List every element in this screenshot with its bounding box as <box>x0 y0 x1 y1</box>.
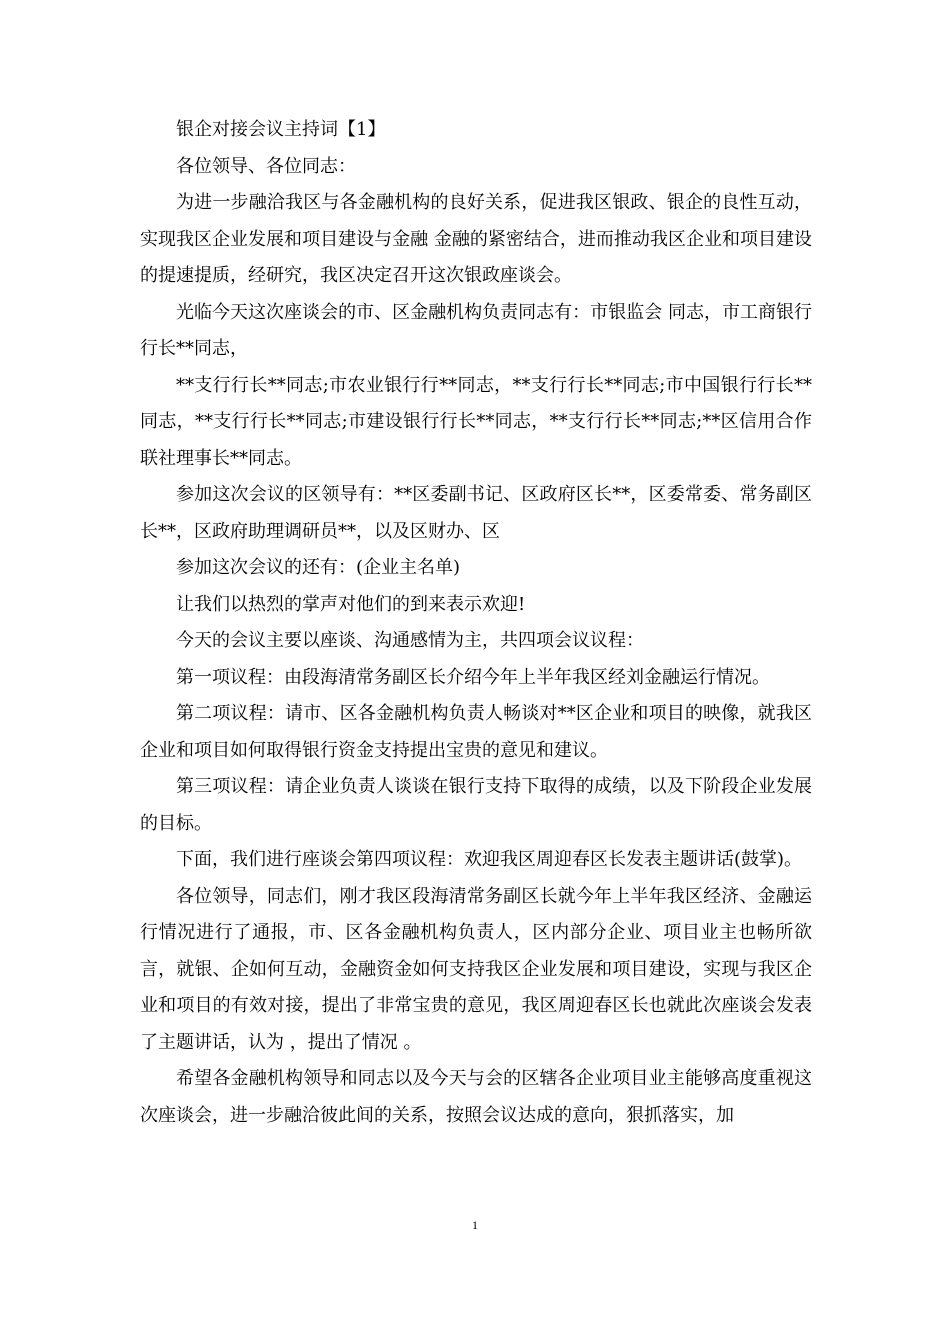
salutation: 各位领导、各位同志： <box>176 155 356 177</box>
body-paragraph: 今天的会议主要以座谈、沟通感情为主，共四项会议议程： <box>176 630 644 651</box>
body-paragraph: 光临今天这次座谈会的市、区金融机构负责同志有：市银监会 同志，市工商银行行长**同志， <box>140 301 812 359</box>
agenda-item-2: 第二项议程：请市、区各金融机构负责人畅谈对**区企业和项目的映像，就我区企业和项目如何取得银行资金支持提出宝贵的意见和建议。 <box>140 703 812 761</box>
body-paragraph: 为进一步融洽我区与各金融机构的良好关系，促进我区银政、银企的良性互动，实现我区企业发展和项目建设与金融 金融的紧密结合，进而推动我区企业和项目建设的提速提质，经研究，我区决定召开这次银政座谈会。 <box>140 192 812 286</box>
body-paragraph: 让我们以热烈的掌声对他们的到来表示欢迎! <box>176 593 526 615</box>
page-number: 1 <box>472 1218 478 1232</box>
body-paragraph: 希望各金融机构领导和同志以及今天与会的区辖各企业项目业主能够高度重视这次座谈会，进一步融洽彼此间的关系，按照会议达成的意向，狠抓落实，加 <box>140 1068 812 1126</box>
body-paragraph: 各位领导，同志们，刚才我区段海清常务副区长就今年上半年我区经济、金融运行情况进行了通报，市、区各金融机构负责人，区内部分企业、项目业主也畅所欲言，就银、企如何互动，金融资金如何支持我区企业发展和项目建设，实现与我区企业和项目的有效对接，提出了非常宝贵的意见，我区周迎春区长也就此次座谈会发表了主题讲话，认为 ，提出了情况 。 <box>140 885 812 1053</box>
body-paragraph: 参加这次会议的还有：(企业主名单) <box>176 557 461 578</box>
agenda-item-1: 第一项议程：由段海清常务副区长介绍今年上半年我区经刘金融运行情况。 <box>176 666 770 688</box>
body-paragraph: 参加这次会议的区领导有：**区委副书记、区政府区长**，区委常委、常务副区长**，区政府助理调研员**，以及区财办、区 <box>140 484 812 542</box>
document-body <box>140 112 812 1134</box>
agenda-item-4: 下面，我们进行座谈会第四项议程：欢迎我区周迎春区长发表主题讲话(鼓掌)。 <box>176 849 803 870</box>
body-paragraph: **支行行长**同志;市农业银行行**同志，**支行行长**同志;市中国银行行长**同志，**支行行长**同志;市建设银行行长**同志，**支行行长**同志;**区信用合作联社理事长**同志。 <box>140 374 812 469</box>
agenda-item-3: 第三项议程：请企业负责人谈谈在银行支持下取得的成绩，以及下阶段企业发展的目标。 <box>140 776 812 834</box>
document-title: 银企对接会议主持词【1】 <box>176 119 386 140</box>
